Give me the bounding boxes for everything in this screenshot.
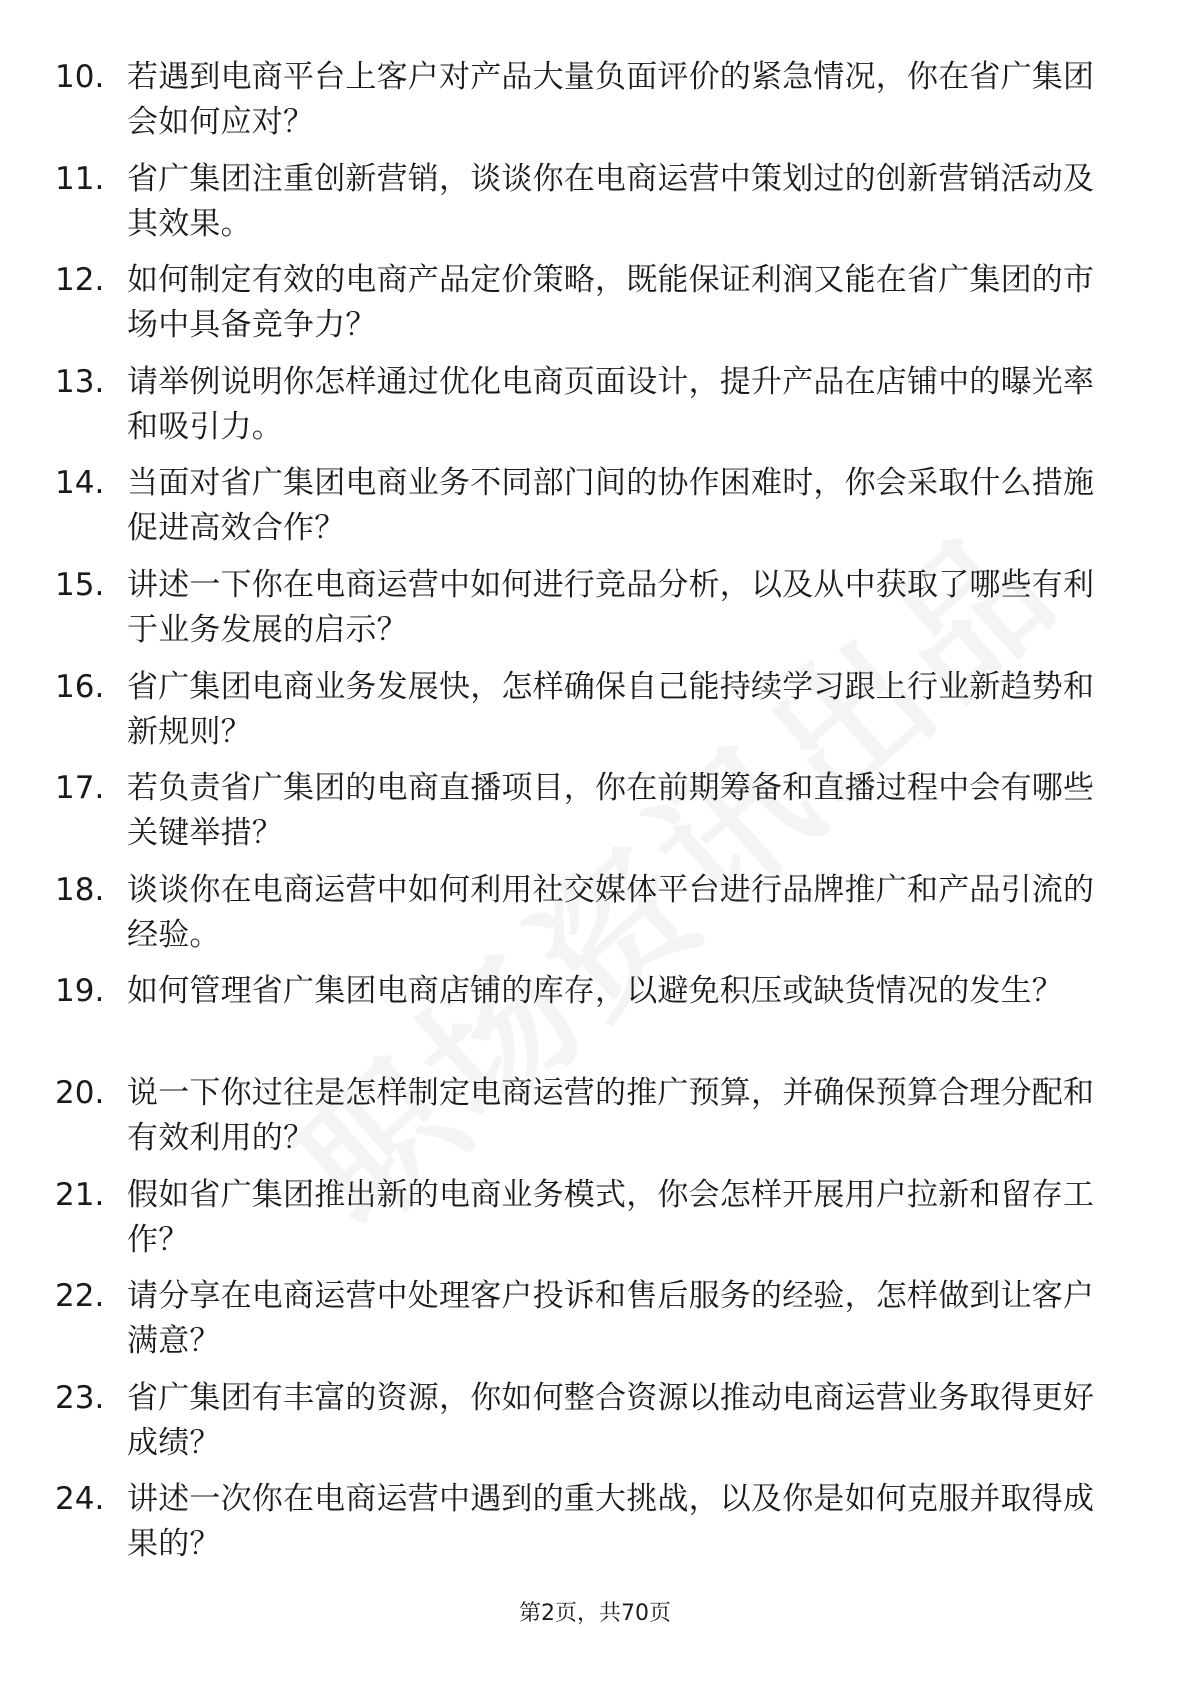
page-footer: 第2页，共70页 xyxy=(519,1601,671,1626)
question-text: 请分享在电商运营中处理客户投诉和售后服务的经验，怎样做到让客户满意？ xyxy=(127,1278,1095,1360)
question-text: 如何管理省广集团电商店铺的库存，以避免积压或缺货情况的发生？ xyxy=(127,973,1063,1010)
question-number: 23. xyxy=(55,1379,105,1416)
question-number: 14. xyxy=(55,465,105,502)
question-item xyxy=(0,1274,1190,1376)
question-number: 22. xyxy=(55,1278,105,1315)
question-item xyxy=(0,766,1190,868)
question-number: 13. xyxy=(55,363,105,400)
question-text: 讲述一下你在电商运营中如何进行竞品分析，以及从中获取了哪些有利于业务发展的启示？ xyxy=(127,566,1095,648)
question-item xyxy=(0,360,1190,462)
question-number: 12. xyxy=(55,262,105,299)
question-text: 假如省广集团推出新的电商业务模式，你会怎样开展用户拉新和留存工作？ xyxy=(127,1176,1095,1258)
question-item xyxy=(0,258,1190,360)
question-text: 若遇到电商平台上客户对产品大量负面评价的紧急情况，你在省广集团会如何应对？ xyxy=(127,59,1095,140)
question-number: 18. xyxy=(55,871,105,908)
question-number: 17. xyxy=(55,770,105,807)
question-text: 若负责省广集团的电商直播项目，你在前期筹备和直播过程中会有哪些关键举措？ xyxy=(127,770,1095,852)
question-item xyxy=(0,461,1190,563)
question-item xyxy=(0,868,1190,970)
question-text: 省广集团电商业务发展快，怎样确保自己能持续学习跟上行业新趋势和新规则？ xyxy=(127,668,1095,750)
question-item xyxy=(0,55,1190,157)
question-text: 当面对省广集团电商业务不同部门间的协作困难时，你会采取什么措施促进高效合作？ xyxy=(127,465,1095,547)
question-list xyxy=(0,55,1190,1579)
question-number: 21. xyxy=(55,1176,105,1213)
question-item xyxy=(0,969,1190,1071)
question-text: 谈谈你在电商运营中如何利用社交媒体平台进行品牌推广和产品引流的经验。 xyxy=(127,871,1095,953)
question-item xyxy=(0,1173,1190,1275)
question-item xyxy=(0,1071,1190,1173)
question-item xyxy=(0,665,1190,767)
question-item xyxy=(0,563,1190,665)
question-text: 说一下你过往是怎样制定电商运营的推广预算，并确保预算合理分配和有效利用的？ xyxy=(127,1074,1095,1156)
question-number: 11. xyxy=(55,160,105,197)
question-number: 16. xyxy=(55,668,105,705)
question-text: 省广集团注重创新营销，谈谈你在电商运营中策划过的创新营销活动及其效果。 xyxy=(127,160,1095,242)
question-number: 20. xyxy=(55,1074,105,1111)
question-number: 19. xyxy=(55,973,105,1010)
question-text: 省广集团有丰富的资源，你如何整合资源以推动电商运营业务取得更好成绩？ xyxy=(127,1379,1095,1461)
question-number: 10. xyxy=(55,59,105,95)
question-number: 24. xyxy=(55,1481,105,1518)
question-item xyxy=(0,1477,1190,1579)
question-text: 请举例说明你怎样通过优化电商页面设计，提升产品在店铺中的曝光率和吸引力。 xyxy=(127,363,1095,445)
question-text: 讲述一次你在电商运营中遇到的重大挑战，以及你是如何克服并取得成果的？ xyxy=(127,1481,1095,1563)
question-number: 15. xyxy=(55,566,105,603)
question-item xyxy=(0,1376,1190,1478)
question-item xyxy=(0,157,1190,259)
question-text: 如何制定有效的电商产品定价策略，既能保证利润又能在省广集团的市场中具备竞争力？ xyxy=(127,262,1095,344)
